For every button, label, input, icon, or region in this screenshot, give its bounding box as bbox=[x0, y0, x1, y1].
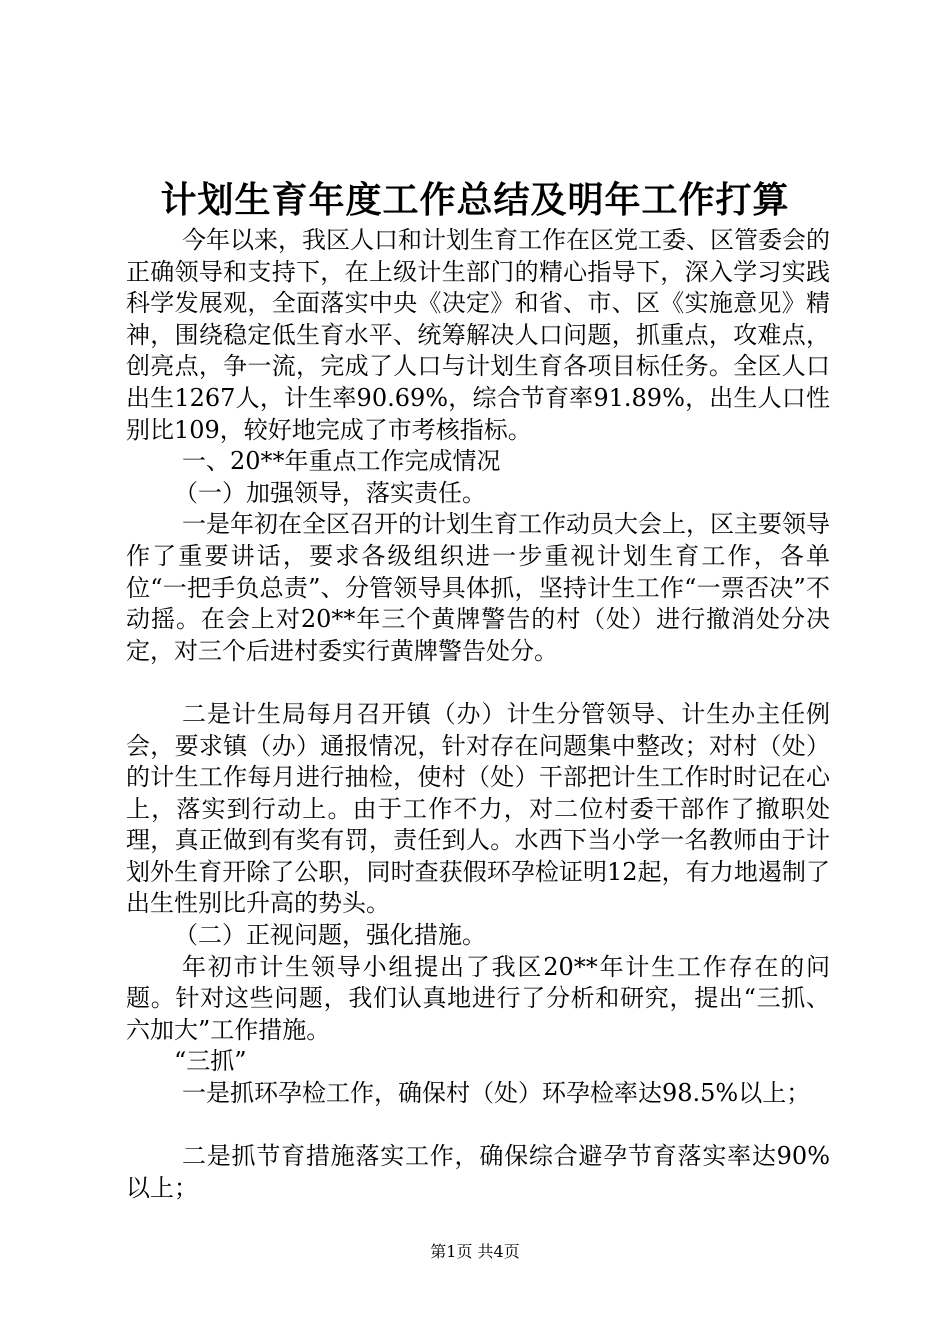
heading-subsection-1: （一）加强领导，落实责任。 bbox=[174, 478, 486, 507]
heading-three-grasps: “三抓” bbox=[174, 1047, 247, 1076]
page-number: 第1页 共4页 bbox=[430, 1242, 520, 1261]
paragraph-gap bbox=[126, 667, 830, 699]
heading-section-1: 一、20**年重点工作完成情况 bbox=[182, 447, 501, 476]
heading-subsection-2: （二）正视问题，强化措施。 bbox=[174, 921, 486, 950]
paragraph-gap bbox=[126, 1110, 830, 1142]
paragraph-item-2: 二是计生局每月召开镇（办）计生分管领导、计生办主任例会，要求镇（办）通报情况，针对存在问题集中整改；对村（处）的计生工作每月进行抽检，使村（处）干部把计生工作时时记在心上，落实到行动上。由于工作不力，对二位村委干部作了撤职处理，真正做到有奖有罚，责任到人。水西下当小学一名教师由于计划外生育开除了公职，同时查获假环孕检证明12起，有力地遏制了出生性别比升高的势头。 bbox=[126, 699, 830, 918]
paragraph-grasp-1: 一是抓环孕检工作，确保村（处）环孕检率达98.5%以上； bbox=[182, 1079, 811, 1108]
document-title: 计划生育年度工作总结及明年工作打算 bbox=[160, 179, 790, 221]
paragraph-grasp-2: 二是抓节育措施落实工作，确保综合避孕节育落实率达90%以上； bbox=[126, 1142, 830, 1202]
paragraph-item-1: 一是年初在全区召开的计划生育工作动员大会上，区主要领导作了重要讲话，要求各级组织进一步重视计划生育工作，各单位“一把手负总责”、分管领导具体抓，坚持计生工作“一票否决”不动摇。在会上对20**年三个黄牌警告的村（处）进行撤消处分决定，对三个后进村委实行黄牌警告处分。 bbox=[126, 510, 830, 665]
paragraph-problems: 年初市计生领导小组提出了我区20**年计生工作存在的问题。针对这些问题，我们认真地进行了分析和研究，提出“三抓、六加大”工作措施。 bbox=[126, 952, 830, 1044]
document-body bbox=[126, 225, 830, 1204]
paragraph-intro: 今年以来，我区人口和计划生育工作在区党工委、区管委会的正确领导和支持下，在上级计生部门的精心指导下，深入学习实践科学发展观，全面落实中央《决定》和省、市、区《实施意见》精神，围绕稳定低生育水平、统筹解决人口问题，抓重点，攻难点，创亮点，争一流，完成了人口与计划生育各项目标任务。全区人口出生1267人，计生率90.69%，综合节育率91.89%，出生人口性别比109，较好地完成了市考核指标。 bbox=[126, 226, 830, 444]
